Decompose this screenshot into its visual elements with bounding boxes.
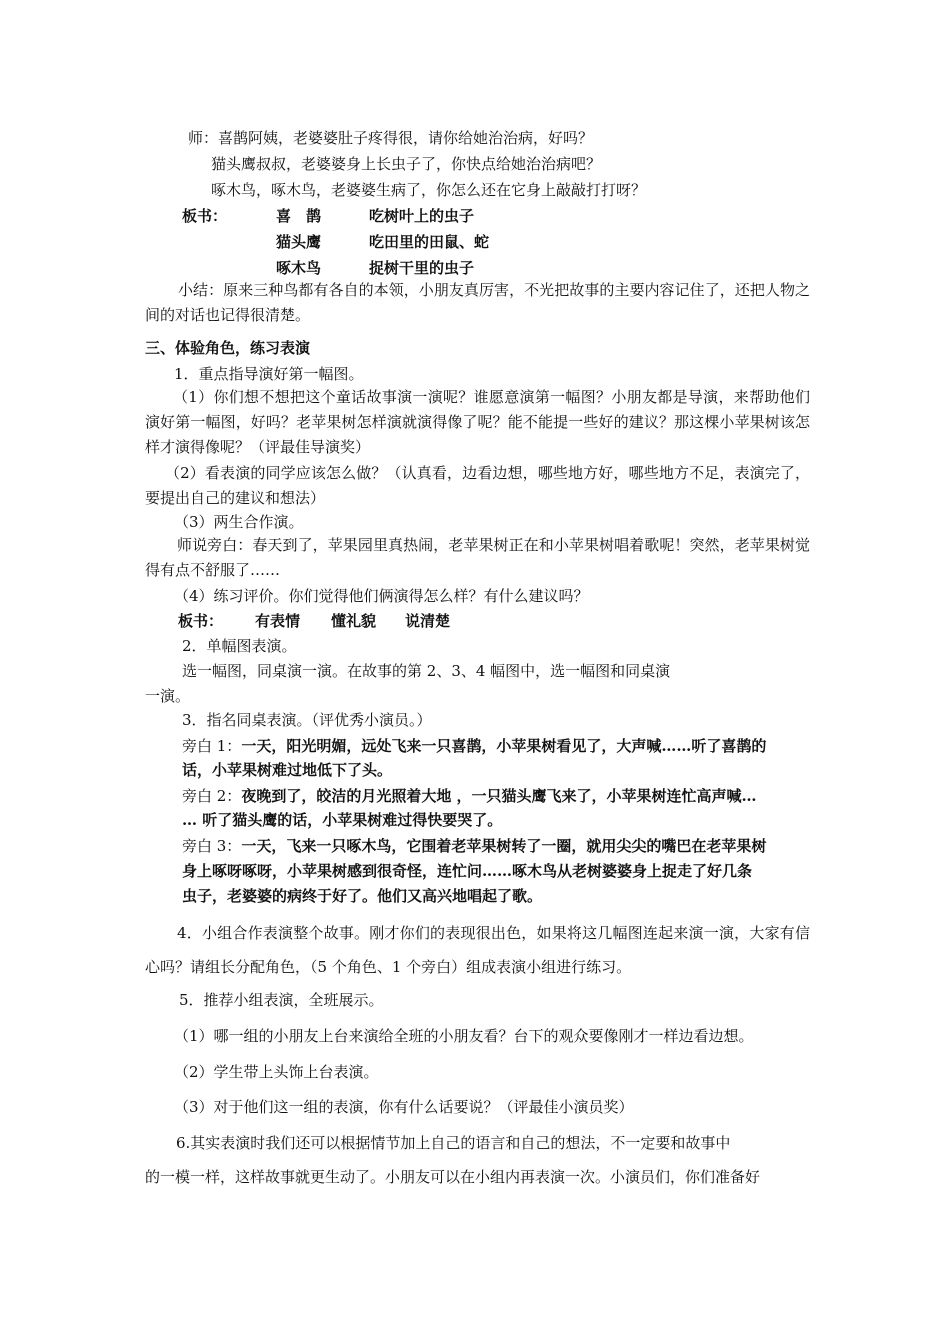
item1-paragraph-1: （1）你们想不想把这个童话故事演一演呢？谁愿意演第一幅图？小朋友都是导演，来帮助他们演好第一幅图，好吗？老苹果树怎样演就演得像了呢？能不能提一些好的建议？那这棵小苹果树该怎样才演得像呢？（评最佳导演奖） (145, 388, 810, 456)
board1-bird: 猫头鹰 (276, 233, 322, 251)
narration-paragraph: 师说旁白：春天到了，苹果园里真热闹，老苹果树正在和小苹果树唱着歌呢！突然，老苹果树觉得有点不舒服了…… (145, 536, 810, 579)
narration-1-text: 一天，阳光明媚，远处飞来一只喜鹊，小苹果树看见了，大声喊……听了喜鹊的 (241, 737, 767, 755)
board2-item: 说清楚 (405, 612, 451, 630)
board2-label: 板书： (178, 612, 224, 630)
narration-3-line-3: 虫子，老婆婆的病终于好了。他们又高兴地唱起了歌。 (182, 887, 543, 905)
item6-line-2: 的一模一样，这样故事就更生动了。小朋友可以在小组内再表演一次。小演员们，你们准备好 (145, 1168, 761, 1186)
narration-2-line-2: … 听了猫头鹰的话，小苹果树难过得快要哭了。 (182, 811, 503, 829)
narration-2-text: 夜晚到了，皎洁的月光照着大地 ，一只猫头鹰飞来了，小苹果树连忙高声喊… (241, 787, 757, 805)
item3-title: 3．指名同桌表演。（评优秀小演员。） (182, 711, 432, 729)
summary-paragraph: 小结：原来三种鸟都有各自的本领，小朋友真厉害，不光把故事的主要内容记住了，还把人物之间的对话也记得很清楚。 (145, 281, 810, 324)
narration-3-line-2: 身上啄呀啄呀，小苹果树感到很奇怪，连忙问……啄木鸟从老树婆婆身上捉走了好几条 (182, 862, 753, 880)
narration-1-label: 旁白 1： (182, 737, 242, 755)
item5-title: 5．推荐小组表演，全班展示。 (179, 991, 384, 1009)
item1-paragraph-3: （3）两生合作演。 (174, 513, 304, 531)
board1-label: 板书： (182, 207, 228, 225)
item1-title: 1．重点指导演好第一幅图。 (174, 365, 364, 383)
item2-line-1: 选一幅图，同桌演一演。在故事的第 2、3、4 幅图中，选一幅图和同桌演 (182, 662, 671, 680)
item1-paragraph-2: （2）看表演的同学应该怎么做？（认真看，边看边想，哪些地方好，哪些地方不足，表演完了，要提出自己的建议和想法） (145, 464, 810, 507)
board2-item: 懂礼貌 (331, 612, 377, 630)
board1-food: 吃树叶上的虫子 (369, 207, 475, 225)
item5-paragraph-3: （3）对于他们这一组的表演，你有什么话要说？（评最佳小演员奖） (174, 1098, 634, 1116)
teacher-dialogue-line: 师：喜鹊阿姨，老婆婆肚子疼得很，请你给她治治病，好吗？ (188, 129, 594, 147)
item2-line-2: 一演。 (145, 687, 191, 705)
narration-2-line-1 (182, 786, 757, 806)
owl-dialogue-line: 猫头鹰叔叔，老婆婆身上长虫子了，你快点给她治治病吧？ (211, 155, 602, 173)
board1-bird: 喜 鹊 (276, 207, 322, 225)
board2-item: 有表情 (255, 612, 301, 630)
narration-3-text: 一天，飞来一只啄木鸟，它围着老苹果树转了一圈，就用尖尖的嘴巴在老苹果树 (241, 837, 767, 855)
narration-1-line-2: 话，小苹果树难过地低下了头。 (182, 761, 393, 779)
item4-paragraph: 4．小组合作表演整个故事。刚才你们的表现很出色，如果将这几幅图连起来演一演，大家有信心吗？请组长分配角色，（5 个角色、1 个旁白）组成表演小组进行练习。 (145, 924, 810, 976)
section-heading: 三、体验角色，练习表演 (145, 339, 311, 357)
item5-paragraph-2: （2）学生带上头饰上台表演。 (174, 1063, 379, 1081)
board1-food: 吃田里的田鼠、蛇 (369, 233, 490, 251)
woodpecker-dialogue-line: 啄木鸟，啄木鸟，老婆婆生病了，你怎么还在它身上敲敲打打呀？ (211, 181, 647, 199)
item2-title: 2．单幅图表演。 (182, 637, 297, 655)
narration-3-label: 旁白 3： (182, 837, 242, 855)
narration-2-label: 旁白 2： (182, 787, 242, 805)
board1-bird: 啄木鸟 (276, 259, 322, 277)
item5-paragraph-1: （1）哪一组的小朋友上台来演给全班的小朋友看？台下的观众要像刚才一样边看边想。 (174, 1027, 754, 1045)
board1-food: 捉树干里的虫子 (369, 259, 475, 277)
item1-paragraph-4: （4）练习评价。你们觉得他们俩演得怎么样？有什么建议吗？ (174, 587, 589, 605)
narration-3-line-1 (182, 836, 766, 856)
item6-line-1: 6.其实表演时我们还可以根据情节加上自己的语言和自己的想法，不一定要和故事中 (176, 1134, 731, 1152)
narration-1-line-1 (182, 736, 766, 756)
